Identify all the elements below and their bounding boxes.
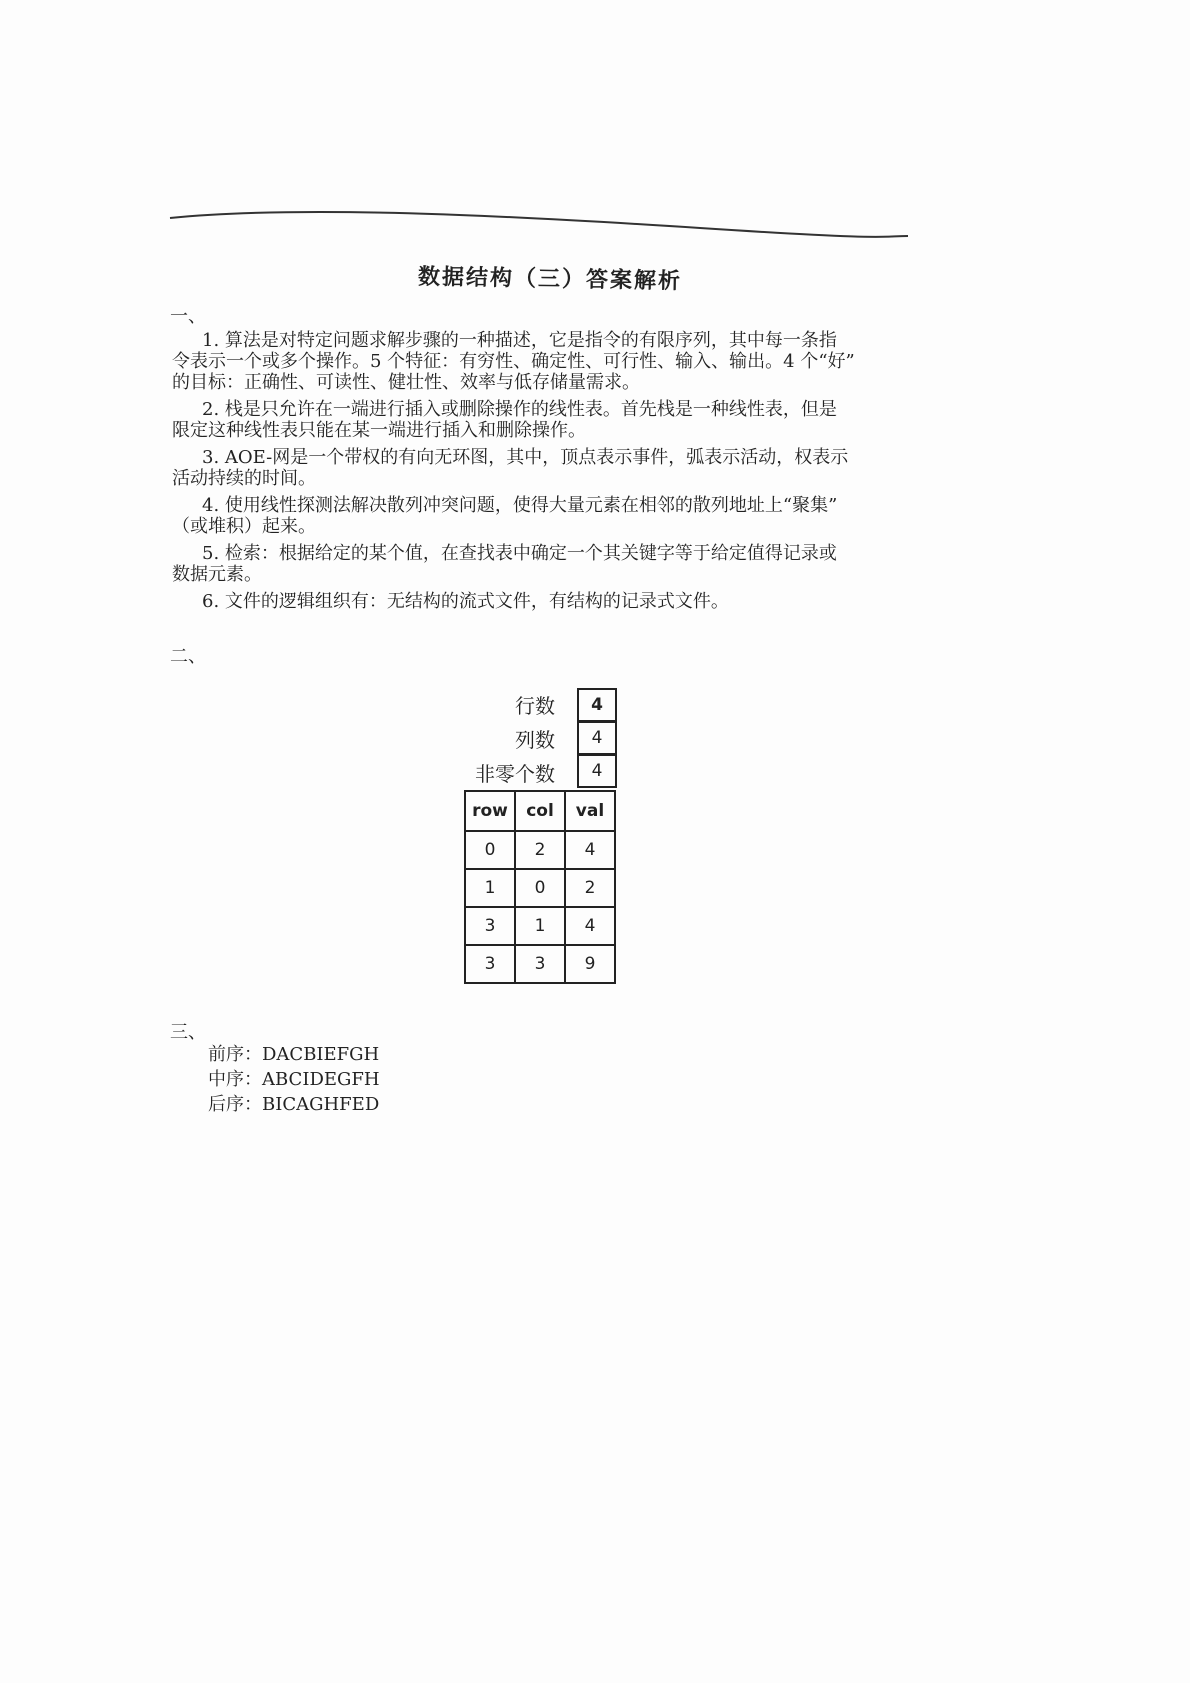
- header-cell: val: [565, 791, 615, 831]
- answer-line: 2. 栈是只允许在一端进行插入或删除操作的线性表。首先栈是一种线性表，但是: [202, 399, 837, 420]
- meta-label: 列数: [515, 728, 555, 752]
- answer-line: 5. 检索：根据给定的某个值，在查找表中确定一个其关键字等于给定值得记录或: [202, 543, 837, 564]
- table-cell: 3: [515, 945, 565, 983]
- table-cell: 0: [465, 831, 515, 869]
- page-title: 数据结构（三）答案解析: [417, 264, 683, 295]
- answer-line: 活动持续的时间。: [172, 468, 316, 489]
- table-cell: 3: [465, 945, 515, 983]
- answer-line: 令表示一个或多个操作。5 个特征：有穷性、确定性、可行性、输入、输出。4 个“好”: [172, 351, 855, 372]
- table-cell: 1: [465, 869, 515, 907]
- meta-label: 行数: [515, 694, 555, 718]
- table-row: [465, 831, 615, 869]
- traversal-value: BICAGHFED: [262, 1094, 380, 1115]
- answer-line: 的目标：正确性、可读性、健壮性、效率与低存储量需求。: [172, 372, 640, 393]
- meta-value: 4: [577, 688, 617, 722]
- answer-line: 限定这种线性表只能在某一端进行插入和删除操作。: [172, 420, 586, 441]
- meta-value: 4: [577, 754, 617, 788]
- preorder-line: [208, 1040, 379, 1066]
- header-cell: row: [465, 791, 515, 831]
- table-cell: 9: [565, 945, 615, 983]
- table-cell: 0: [515, 869, 565, 907]
- answer-item: [172, 591, 912, 612]
- table-header-row: [465, 791, 615, 831]
- answer-item: [172, 399, 912, 441]
- meta-label: 非零个数: [475, 762, 555, 786]
- meta-value: 4: [577, 721, 617, 755]
- traversal-label: 前序：: [208, 1044, 262, 1065]
- answer-item: [172, 330, 912, 393]
- answer-line: 数据元素。: [172, 564, 262, 585]
- postorder-line: [208, 1090, 379, 1116]
- traversal-label: 中序：: [208, 1069, 262, 1090]
- table-cell: 2: [565, 869, 615, 907]
- traversal-value: ABCIDEGFH: [262, 1069, 380, 1090]
- answers-list: [172, 330, 912, 618]
- traversal-label: 后序：: [208, 1094, 262, 1115]
- table-row: [465, 869, 615, 907]
- answer-line: 4. 使用线性探测法解决散列冲突问题，使得大量元素在相邻的散列地址上“聚集”: [202, 495, 838, 516]
- table-cell: 3: [465, 907, 515, 945]
- traversal-value: DACBIEFGH: [262, 1044, 380, 1065]
- table-cell: 2: [515, 831, 565, 869]
- answer-item: [172, 495, 912, 537]
- table-cell: 1: [515, 907, 565, 945]
- triplet-table: [464, 790, 616, 984]
- header-rule: [0, 0, 1190, 260]
- answer-item: [172, 447, 912, 489]
- answer-line: 3. AOE-网是一个带权的有向无环图，其中，顶点表示事件，弧表示活动，权表示: [202, 447, 849, 468]
- table-cell: 4: [565, 831, 615, 869]
- section-1-heading: 一、: [170, 306, 206, 327]
- header-cell: col: [515, 791, 565, 831]
- answer-item: [172, 543, 912, 585]
- answer-line: 6. 文件的逻辑组织有：无结构的流式文件，有结构的记录式文件。: [202, 591, 729, 612]
- answer-line: 1. 算法是对特定问题求解步骤的一种描述，它是指令的有限序列，其中每一条指: [202, 330, 837, 351]
- table-cell: 4: [565, 907, 615, 945]
- table-row: [465, 945, 615, 983]
- inorder-line: [208, 1065, 380, 1091]
- section-2-heading: 二、: [170, 646, 206, 667]
- table-row: [465, 907, 615, 945]
- section-3-heading: 三、: [170, 1022, 206, 1043]
- answer-line: （或堆积）起来。: [172, 516, 316, 537]
